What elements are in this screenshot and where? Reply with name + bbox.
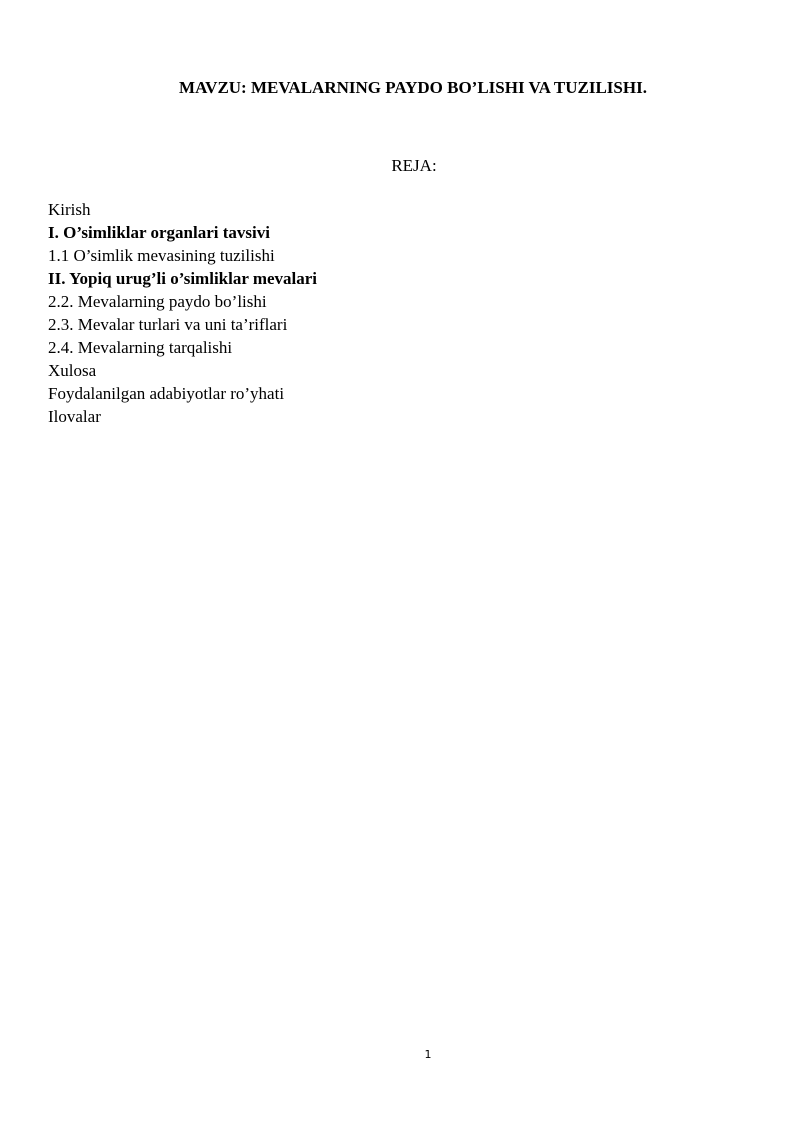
plan-heading: REJA: [391,156,437,175]
toc-item: Xulosa [48,361,97,380]
toc-item: 2.4. Mevalarning tarqalishi [48,338,233,357]
toc-item: 2.3. Mevalar turlari va uni ta’riflari [48,315,288,334]
toc-item: I. O’simliklar organlari tavsivi [48,223,270,242]
table-of-contents [48,198,748,428]
toc-item: Kirish [48,200,91,219]
toc-item: II. Yopiq urug’li o’simliklar mevalari [48,269,318,288]
document-title: MAVZU: MEVALARNING PAYDO BO’LISHI VA TUZILISHI. [179,78,647,97]
toc-item: 1.1 O’simlik mevasining tuzilishi [48,246,275,265]
toc-item: Foydalanilgan adabiyotlar ro’yhati [48,384,285,403]
toc-item: Ilovalar [48,407,101,426]
page-number: 1 [424,1048,432,1061]
toc-item: 2.2. Mevalarning paydo bo’lishi [48,292,267,311]
